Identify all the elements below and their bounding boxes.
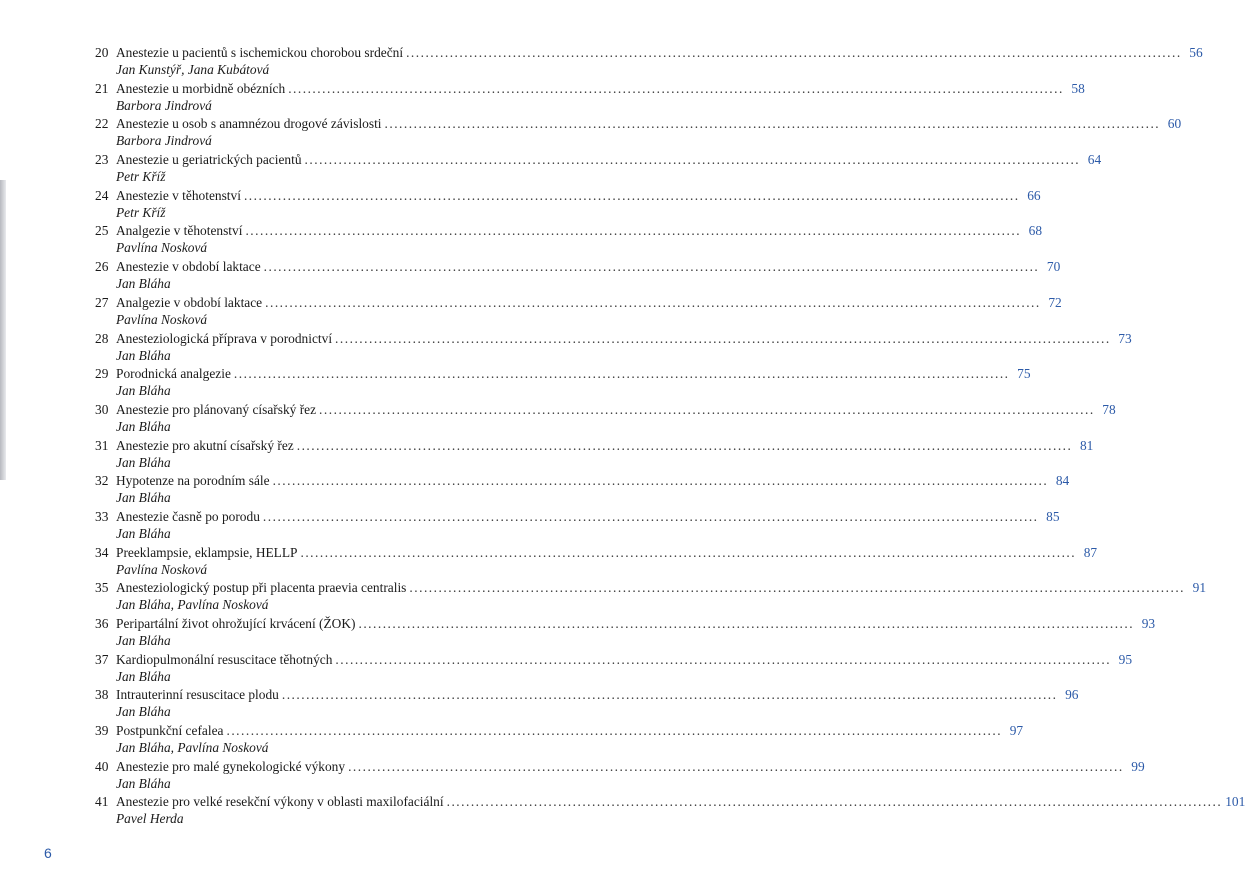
page-reference[interactable]: 91 (1192, 580, 1207, 596)
page-reference[interactable]: 101 (1225, 794, 1245, 810)
page-number: 6 (44, 845, 52, 861)
toc-entry[interactable] (95, 151, 1102, 187)
chapter-authors: Pavel Herda (116, 811, 184, 827)
page-reference[interactable]: 75 (1017, 366, 1031, 382)
chapter-title: Anestezie u pacientů s ischemickou chorobou srdeční (116, 45, 404, 60)
chapter-title: Anestezie v období laktace (116, 259, 261, 275)
page-reference[interactable]: 68 (1028, 223, 1043, 239)
toc-entry[interactable] (95, 722, 1024, 758)
chapter-authors: Pavlína Nosková (116, 240, 208, 256)
dot-leader: ................................................................................................................................................................ (281, 687, 1058, 703)
toc-entry[interactable] (95, 686, 1079, 722)
chapter-authors: Pavlína Nosková (116, 561, 208, 577)
chapter-authors: Pavlína Nosková (116, 311, 208, 327)
chapter-authors: Jan Bláha (116, 633, 171, 648)
dot-leader: ................................................................................................................................................................ (226, 723, 1003, 739)
page-reference[interactable]: 95 (1118, 651, 1133, 667)
chapter-authors: Jan Bláha (116, 704, 171, 720)
chapter-authors: Jan Bláha (116, 276, 171, 292)
toc-entry[interactable] (95, 472, 1070, 508)
chapter-title: Porodnická analgezie (116, 366, 231, 382)
chapter-number: 34 (95, 544, 109, 560)
chapter-authors: Jan Bláha (116, 383, 171, 399)
dot-leader: ................................................................................................................................................................ (409, 580, 1186, 596)
dot-leader: ................................................................................................................................................................ (265, 294, 1041, 310)
chapter-number: 27 (95, 294, 109, 310)
chapter-authors: Jan Bláha (116, 525, 171, 541)
chapter-number: 28 (95, 330, 109, 346)
page-edge-shadow (0, 180, 6, 480)
dot-leader: ................................................................................................................................................................ (335, 651, 1112, 667)
chapter-authors: Petr Kříž (116, 204, 166, 220)
dot-leader: ................................................................................................................................................................ (300, 544, 1077, 560)
dot-leader: ................................................................................................................................................................ (233, 366, 1010, 382)
chapter-number: 29 (95, 366, 109, 382)
toc-entry[interactable] (95, 401, 1116, 437)
chapter-number: 26 (95, 259, 109, 275)
toc-entry[interactable] (95, 258, 1061, 294)
dot-leader: ................................................................................................................................................................ (358, 616, 1135, 631)
chapter-title: Anestezie u morbidně obézních (116, 80, 286, 96)
page-reference[interactable]: 60 (1167, 116, 1182, 132)
chapter-title: Anestezie pro malé gynekologické výkony (116, 758, 346, 774)
dot-leader: ................................................................................................................................................................ (263, 259, 1040, 275)
toc-entry[interactable] (95, 187, 1041, 223)
toc-entry[interactable] (95, 294, 1062, 330)
toc-line (95, 187, 1041, 204)
dot-leader: ................................................................................................................................................................ (335, 330, 1111, 346)
chapter-authors: Jan Bláha (116, 775, 171, 791)
toc-entry[interactable] (95, 544, 1098, 580)
page-reference[interactable]: 66 (1027, 187, 1041, 203)
dot-leader: ................................................................................................................................................................ (296, 437, 1073, 453)
chapter-authors: Petr Kříž (116, 169, 166, 185)
chapter-number: 41 (95, 794, 109, 810)
chapter-title: Anesteziologická příprava v porodnictví (116, 330, 333, 346)
toc-line (95, 437, 1094, 454)
toc-line (95, 44, 1203, 61)
chapter-number: 32 (95, 473, 109, 489)
chapter-title: Postpunkční cefalea (116, 723, 224, 739)
chapter-title: Intrauterinní resuscitace plodu (116, 687, 279, 703)
toc-line (95, 472, 1070, 489)
dot-leader: ................................................................................................................................................................ (446, 794, 1223, 810)
toc-entry[interactable] (95, 615, 1156, 651)
chapter-authors: Jan Bláha (116, 418, 171, 434)
toc-line (95, 115, 1182, 132)
chapter-number: 22 (95, 116, 109, 132)
dot-leader: ................................................................................................................................................................ (262, 508, 1039, 524)
chapter-number: 39 (95, 723, 109, 739)
toc-line (95, 294, 1062, 311)
chapter-number: 33 (95, 508, 109, 524)
page-reference[interactable]: 72 (1048, 294, 1062, 310)
page-reference[interactable]: 58 (1071, 80, 1085, 96)
chapter-authors: Jan Bláha (116, 347, 171, 363)
chapter-number: 30 (95, 401, 109, 417)
toc-line (95, 686, 1079, 703)
chapter-number: 21 (95, 80, 109, 96)
toc-line (95, 330, 1132, 347)
chapter-number: 23 (95, 152, 109, 168)
chapter-title: Anestezie u geriatrických pacientů (116, 152, 302, 168)
chapter-number: 35 (95, 580, 109, 596)
chapter-authors: Jan Kunstýř, Jana Kubátová (116, 62, 270, 77)
page-reference[interactable]: 85 (1046, 508, 1060, 524)
toc-line (95, 80, 1085, 97)
toc-line (95, 651, 1133, 668)
toc-line (95, 544, 1098, 561)
page-reference[interactable]: 64 (1087, 152, 1102, 168)
chapter-number: 31 (95, 437, 109, 453)
chapter-title: Anestezie u osob s anamnézou drogové závislosti (116, 116, 382, 132)
chapter-title: Anestezie pro plánovaný císařský řez (116, 401, 317, 417)
chapter-authors: Jan Bláha, Pavlína Nosková (116, 740, 269, 756)
toc-entry[interactable] (95, 80, 1085, 116)
page-reference[interactable]: 70 (1046, 259, 1061, 275)
toc-entry[interactable] (95, 437, 1094, 473)
chapter-authors: Jan Bláha (116, 668, 171, 684)
dot-leader: ................................................................................................................................................................ (348, 758, 1124, 774)
toc-line (95, 579, 1207, 596)
page-reference[interactable]: 56 (1189, 45, 1203, 60)
toc-entry[interactable] (95, 44, 1203, 80)
toc-line (95, 758, 1145, 775)
page-reference[interactable]: 96 (1065, 687, 1079, 703)
chapter-authors: Barbora Jindrová (116, 97, 212, 113)
dot-leader: ................................................................................................................................................................ (384, 116, 1161, 132)
page-reference[interactable]: 99 (1131, 758, 1145, 774)
chapter-number: 24 (95, 187, 109, 203)
chapter-authors: Barbora Jindrová (116, 133, 212, 149)
toc-line (95, 365, 1031, 382)
toc-entry[interactable] (95, 115, 1182, 151)
toc-entry[interactable] (95, 651, 1133, 687)
chapter-title: Anestezie pro velké resekční výkony v oblasti maxilofaciální (116, 794, 444, 810)
page-reference[interactable]: 93 (1141, 616, 1156, 631)
table-of-contents (95, 44, 1245, 829)
chapter-title: Anestezie v těhotenství (116, 187, 241, 203)
chapter-authors: Jan Bláha (116, 454, 171, 470)
toc-line (95, 615, 1156, 632)
page-reference[interactable]: 81 (1079, 437, 1094, 453)
toc-entry[interactable] (95, 579, 1207, 615)
chapter-number: 20 (95, 45, 109, 60)
toc-line (95, 793, 1245, 810)
chapter-number: 40 (95, 758, 109, 774)
chapter-title: Hypotenze na porodním sále (116, 473, 270, 489)
toc-entry[interactable] (95, 508, 1060, 544)
chapter-title: Anestezie časně po porodu (116, 508, 260, 524)
chapter-number: 38 (95, 687, 109, 703)
page-reference[interactable]: 84 (1055, 473, 1070, 489)
chapter-authors: Jan Bláha (116, 490, 171, 506)
chapter-title: Peripartální život ohrožující krvácení (ŽOK) (116, 616, 356, 631)
dot-leader: ................................................................................................................................................................ (406, 45, 1182, 60)
page-reference[interactable]: 87 (1083, 544, 1098, 560)
dot-leader: ................................................................................................................................................................ (288, 80, 1064, 96)
toc-line (95, 722, 1024, 739)
toc-entry[interactable] (95, 793, 1245, 829)
dot-leader: ................................................................................................................................................................ (319, 401, 1095, 417)
toc-line (95, 508, 1060, 525)
toc-line (95, 151, 1102, 168)
toc-entry[interactable] (95, 222, 1043, 258)
chapter-authors: Jan Bláha, Pavlína Nosková (116, 597, 269, 613)
dot-leader: ................................................................................................................................................................ (272, 473, 1049, 489)
toc-line (95, 258, 1061, 275)
chapter-number: 37 (95, 651, 109, 667)
chapter-title: Kardiopulmonální resuscitace těhotných (116, 651, 333, 667)
chapter-title: Anesteziologický postup při placenta praevia centralis (116, 580, 407, 596)
page-reference[interactable]: 97 (1009, 723, 1024, 739)
chapter-title: Preeklampsie, eklampsie, HELLP (116, 544, 298, 560)
chapter-number: 36 (95, 616, 109, 631)
chapter-title: Analgezie v těhotenství (116, 223, 243, 239)
chapter-title: Anestezie pro akutní císařský řez (116, 437, 294, 453)
toc-entry[interactable] (95, 365, 1031, 401)
toc-line (95, 222, 1043, 239)
toc-line (95, 401, 1116, 418)
page-reference[interactable]: 78 (1102, 401, 1116, 417)
chapter-title: Analgezie v období laktace (116, 294, 263, 310)
page-reference[interactable]: 73 (1118, 330, 1132, 346)
toc-entry[interactable] (95, 758, 1145, 794)
dot-leader: ................................................................................................................................................................ (243, 187, 1020, 203)
toc-entry[interactable] (95, 330, 1132, 366)
chapter-number: 25 (95, 223, 109, 239)
dot-leader: ................................................................................................................................................................ (245, 223, 1022, 239)
dot-leader: ................................................................................................................................................................ (304, 152, 1081, 168)
